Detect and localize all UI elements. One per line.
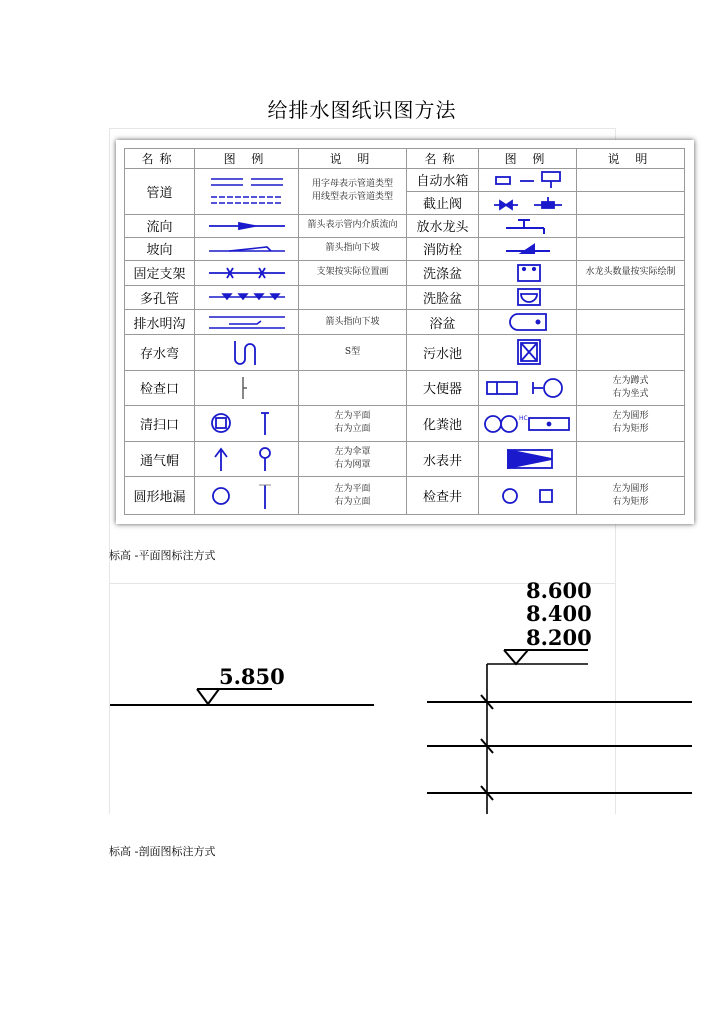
legend-desc: 支架按实际位置画 [299,260,407,285]
legend-name: 检查井 [407,477,479,515]
legend-name: 圆形地漏 [125,477,195,515]
septic-tank-label: HC [518,415,528,423]
legend-desc: 箭头表示管内介质流向 [299,214,407,237]
header-desc: 说 明 [299,149,407,169]
section-elevation-triangle [504,650,528,664]
section-elevation-value: 8.400 [526,601,592,626]
page-title: 给排水图纸识图方法 [267,98,457,122]
legend-desc: S型 [299,335,407,371]
desc-line: 用线型表示管道类型 [311,192,393,203]
desc-line: 右为坐式 [612,388,649,399]
header-desc: 说 明 [577,149,685,169]
legend-desc: 水龙头数量按实际绘制 [577,260,685,285]
plan-elevation-triangle [197,689,219,704]
section-elevation-value: 8.600 [526,578,592,603]
legend-name: 存水弯 [125,335,195,371]
desc-line: 用字母表示管道类型 [311,179,393,190]
legend-name: 检查口 [125,370,195,406]
caption-section: 标高 -剖面图标注方式 [109,845,216,858]
desc-line: 右为矩形 [612,496,649,507]
caption-plan: 标高 -平面图标注方式 [109,549,216,562]
legend-name: 化粪池 [407,406,479,442]
legend-name: 洗涤盆 [407,260,479,285]
legend-name: 管道 [125,168,195,214]
header-name: 名称 [407,149,479,169]
legend-name: 流向 [125,214,195,237]
legend-name: 污水池 [407,335,479,371]
desc-line: 右为立面 [334,424,371,435]
header-name: 名称 [125,149,195,169]
desc-line: 左为平面 [334,411,371,422]
legend-name: 截止阀 [407,191,479,214]
desc-line: 左为平面 [334,483,371,494]
desc-line: 左为伞罩 [334,447,371,457]
legend-name: 固定支架 [125,260,195,285]
legend-name: 洗脸盆 [407,285,479,309]
desc-line: 右为网罩 [334,460,371,470]
legend-name: 通气帽 [125,441,195,477]
legend-desc: 箭头指向下坡 [299,237,407,260]
header-symbol: 图 例 [479,149,577,169]
plan-elevation-value: 5.850 [219,664,285,689]
legend-name: 自动水箱 [407,168,479,191]
desc-line: 左为圆形 [612,483,649,494]
desc-line: 右为矩形 [612,424,649,435]
legend-name: 消防栓 [407,237,479,260]
legend-name: 排水明沟 [125,310,195,335]
legend-desc: 箭头指向下坡 [299,310,407,335]
header-symbol: 图 例 [195,149,299,169]
legend-name: 浴盆 [407,310,479,335]
legend-name: 清扫口 [125,406,195,442]
legend-name: 坡向 [125,237,195,260]
legend-name: 水表井 [407,441,479,477]
legend-name: 多孔管 [125,285,195,309]
section-elevation-value: 8.200 [526,625,592,650]
desc-line: 左为蹲式 [612,375,649,386]
legend-name: 放水龙头 [407,214,479,237]
desc-line: 右为立面 [334,496,371,507]
legend-name: 大便器 [407,370,479,406]
desc-line: 左为圆形 [612,411,649,422]
